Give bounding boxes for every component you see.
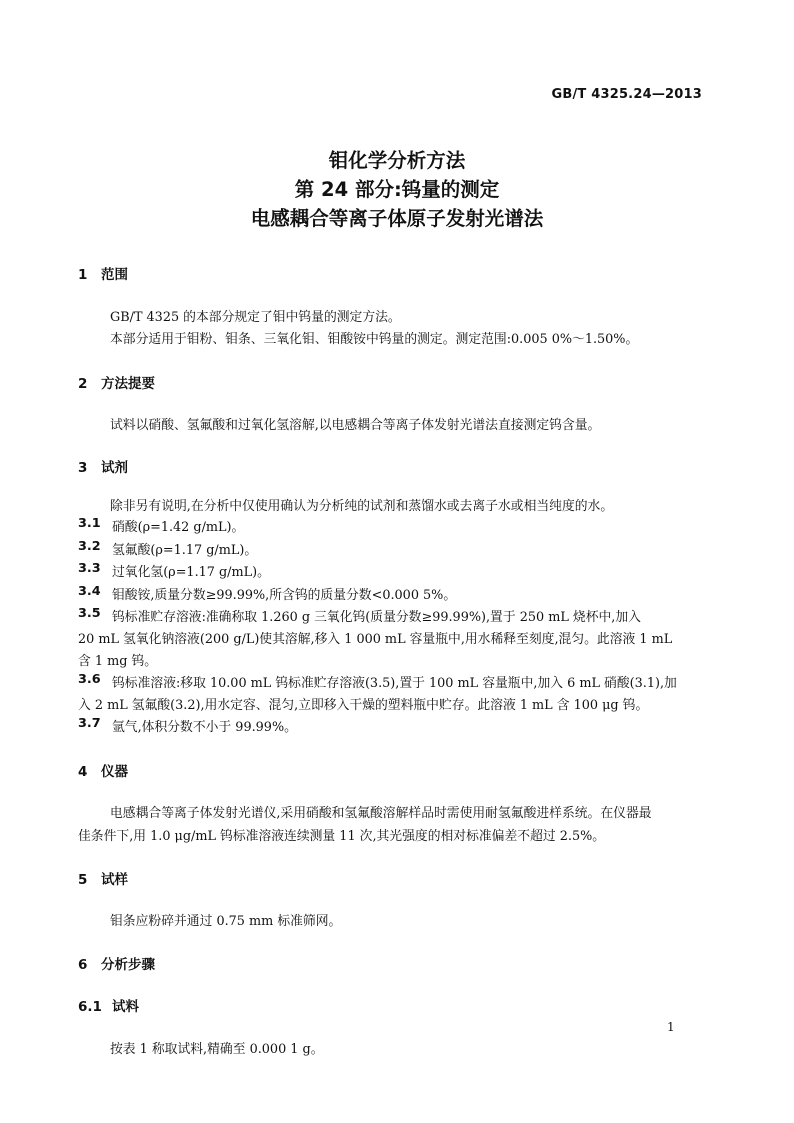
section-number: 2 [78,376,88,392]
item-number: 3.1 [78,516,101,531]
section-number: 3 [78,460,88,476]
section-number: 4 [78,764,88,780]
item-text: 氢氟酸(ρ=1.17 g/mL)。 [112,543,258,558]
standard-code: GB/T 4325.24—2013 [551,87,702,102]
item-number: 3.3 [78,561,101,576]
item-number: 3.6 [78,672,101,687]
section-title: 方法提要 [101,376,155,392]
section-3-intro: 除非另有说明,在分析中仅使用确认为分析纯的试剂和蒸馏水或去离子水或相当纯度的水。 [110,499,614,514]
section-2-paragraph-1: 试料以硝酸、氢氟酸和过氧化氢溶解,以电感耦合等离子体发射光谱法直接测定钨含量。 [110,418,601,433]
page-number: 1 [667,1020,675,1034]
subsection-6-1-heading [78,995,139,1015]
section-4-paragraph-line-1: 电感耦合等离子体发射光谱仪,采用硝酸和氢氟酸溶解样品时需使用耐氢氟酸进样系统。在仪器最 [110,806,652,821]
section-3-heading [78,456,128,476]
item-text: 氩气,体积分数不小于 99.99%。 [112,720,297,735]
document-title [0,146,794,233]
section-6-heading [78,953,155,973]
section-4-heading [78,760,128,780]
section-5-heading [78,868,128,888]
section-number: 6 [78,957,88,973]
section-title: 范围 [101,267,128,283]
section-number: 1 [78,267,88,283]
title-line-1: 钼化学分析方法 [328,149,466,172]
section-title: 仪器 [101,764,128,780]
section-1-heading [78,263,128,283]
item-number: 3.2 [78,539,101,554]
section-number: 5 [78,872,88,888]
title-line-3: 电感耦合等离子体原子发射光谱法 [250,207,544,230]
item-text-line-2: 20 mL 氢氧化钠溶液(200 g/L)使其溶解,移入 1 000 mL 容量瓶中,用水稀释至刻度,混匀。此溶液 1 mL [78,632,673,647]
item-text-line-3: 含 1 mg 钨。 [78,654,158,669]
item-text: 过氧化氢(ρ=1.17 g/mL)。 [112,565,270,580]
section-title: 分析步骤 [101,957,155,973]
section-5-paragraph-1: 钼条应粉碎并通过 0.75 mm 标准筛网。 [110,914,342,929]
section-title: 试剂 [101,460,128,476]
section-1-paragraph-2: 本部分适用于钼粉、钼条、三氧化钼、钼酸铵中钨量的测定。测定范围:0.005 0%～1.50%。 [110,332,639,347]
section-2-heading [78,372,155,392]
item-text-line-1: 钨标准溶液:移取 10.00 mL 钨标准贮存溶液(3.5),置于 100 mL 容量瓶中,加入 6 mL 硝酸(3.1),加 [112,676,677,691]
subsection-number: 6.1 [78,999,102,1015]
item-number: 3.5 [78,606,101,621]
item-text-line-2: 入 2 mL 氢氟酸(3.2),用水定容、混匀,立即移入干燥的塑料瓶中贮存。此溶液 1 mL 含 100 μg 钨。 [78,698,649,713]
section-1-paragraph-1: GB/T 4325 的本部分规定了钼中钨量的测定方法。 [110,310,401,325]
item-text: 硝酸(ρ=1.42 g/mL)。 [112,520,245,535]
subsection-title: 试料 [112,999,139,1015]
item-text-line-1: 钨标准贮存溶液:准确称取 1.260 g 三氧化钨(质量分数≥99.99%),置于 250 mL 烧杯中,加入 [112,610,641,625]
section-4-paragraph-line-2: 佳条件下,用 1.0 μg/mL 钨标准溶液连续测量 11 次,其光强度的相对标准偏差不超过 2.5%。 [78,829,606,844]
section-title: 试样 [101,872,128,888]
item-text: 钼酸铵,质量分数≥99.99%,所含钨的质量分数<0.000 5%。 [112,588,457,603]
title-line-2: 第 24 部分:钨量的测定 [294,178,500,201]
section-6-1-paragraph: 按表 1 称取试料,精确至 0.000 1 g。 [110,1042,324,1057]
item-number: 3.4 [78,584,101,599]
item-number: 3.7 [78,716,101,731]
